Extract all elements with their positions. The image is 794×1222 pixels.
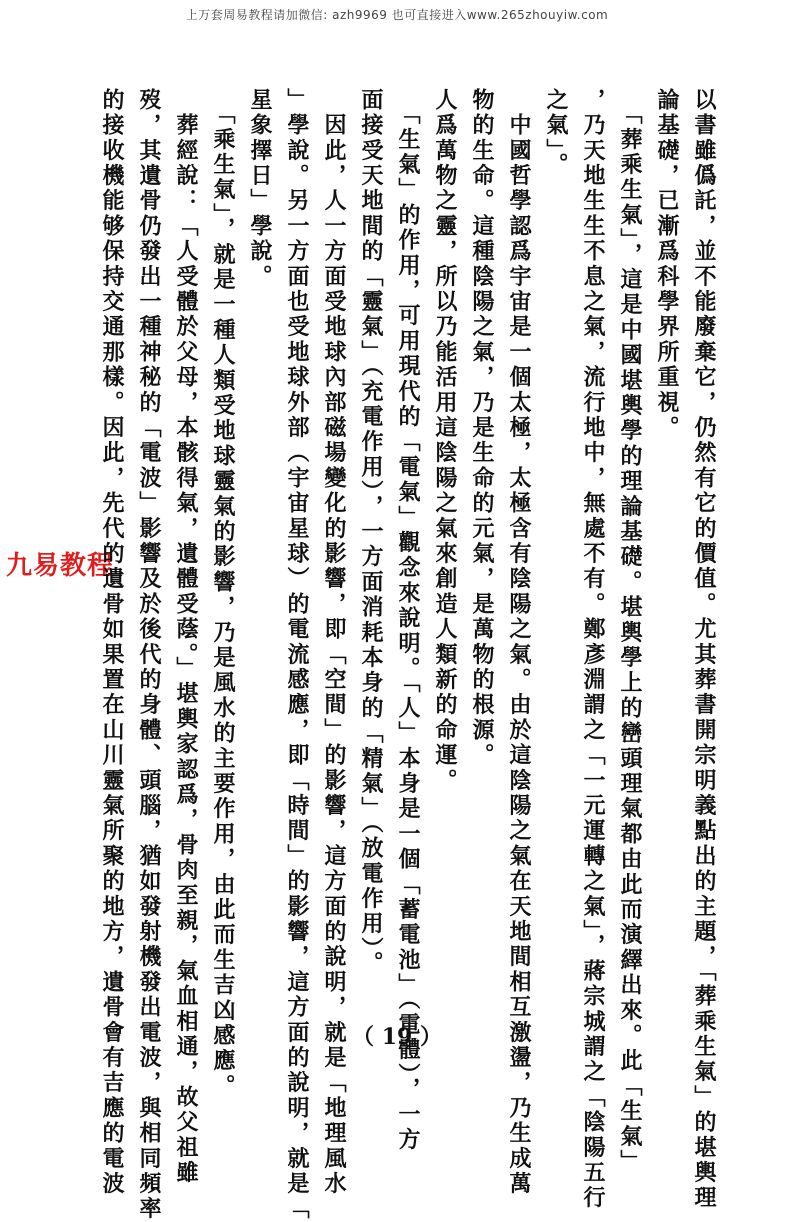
text-column: 的接收機能够保持交通那樣。因此，先代的遺骨如果置在山川靈氣所聚的地方，遺骨會有吉應的電波 bbox=[99, 88, 125, 1197]
watermark-logo: 九易教程 bbox=[6, 551, 115, 581]
text-column: 葬經說：「人受體於父母，本骸得氣，遺體受蔭。」堪輿家認爲，骨肉至親，氣血相通，故父祖雖 bbox=[173, 88, 199, 1186]
text-column: 」學說。另一方面也受地球外部（宇宙星球）的電流感應，即「時間」的影響，這方面的說明，就是「 bbox=[284, 88, 310, 1222]
page-number: （ 19 ） bbox=[352, 1024, 442, 1050]
text-column: 「乘生氣」，就是一種人類受地球靈氣的影響，乃是風水的主要作用，由此而生吉凶感應。 bbox=[210, 88, 236, 1100]
text-column: 歿，其遺骨仍發出一種神秘的「電波」影響及於後代的身體、頭腦，猶如發射機發出電波，與相同頻率 bbox=[136, 88, 162, 1222]
text-column: 物的生命。這種陰陽之氣，乃是生命的元氣，是萬物的根源。 bbox=[469, 88, 495, 769]
header-banner: 上万套周易教程请加微信: azh9969 也可直接进入www.265zhouyiw.com bbox=[185, 8, 609, 22]
text-column: 之氣」。 bbox=[543, 88, 569, 178]
text-column: 「生氣」的作用，可用現代的「電氣」觀念來說明。「人」本身是一個「蓄電池」（電體），一方 bbox=[395, 88, 421, 1153]
text-column: 因此，人一方面受地球內部磁場變化的影響，即「空間」的影響，這方面的說明，就是「地理風水 bbox=[321, 88, 347, 1197]
text-column: ，乃天地生生不息之氣，流行地中，無處不有。鄭彥淵謂之「一元運轉之氣」，蔣宗城謂之「陰陽五行 bbox=[580, 88, 606, 1211]
text-column: 人爲萬物之靈，所以乃能活用這陰陽之氣來創造人類新的命運。 bbox=[432, 88, 458, 794]
text-column: 面接受天地間的「靈氣」（充電作用），一方面消耗本身的「精氣」（放電作用）。 bbox=[358, 88, 384, 977]
text-column: 以書雖僞託，並不能廢棄它，仍然有它的價值。尤其葬書開宗明義點出的主題，「葬乘生氣」的堪輿理 bbox=[691, 88, 717, 1211]
text-column: 中國哲學認爲宇宙是一個太極，太極含有陰陽之氣。由於這陰陽之氣在天地間相互激盪，乃生成萬 bbox=[506, 88, 532, 1197]
text-column: 論基礎，已漸爲科學界所重視。 bbox=[654, 88, 680, 441]
text-column: 「葬乘生氣」，這是中國堪輿學的理論基礎。堪輿學上的巒頭理氣都由此而演繹出來。此「生氣」 bbox=[617, 88, 643, 1175]
text-column: 星象擇日」學說。 bbox=[247, 88, 273, 290]
